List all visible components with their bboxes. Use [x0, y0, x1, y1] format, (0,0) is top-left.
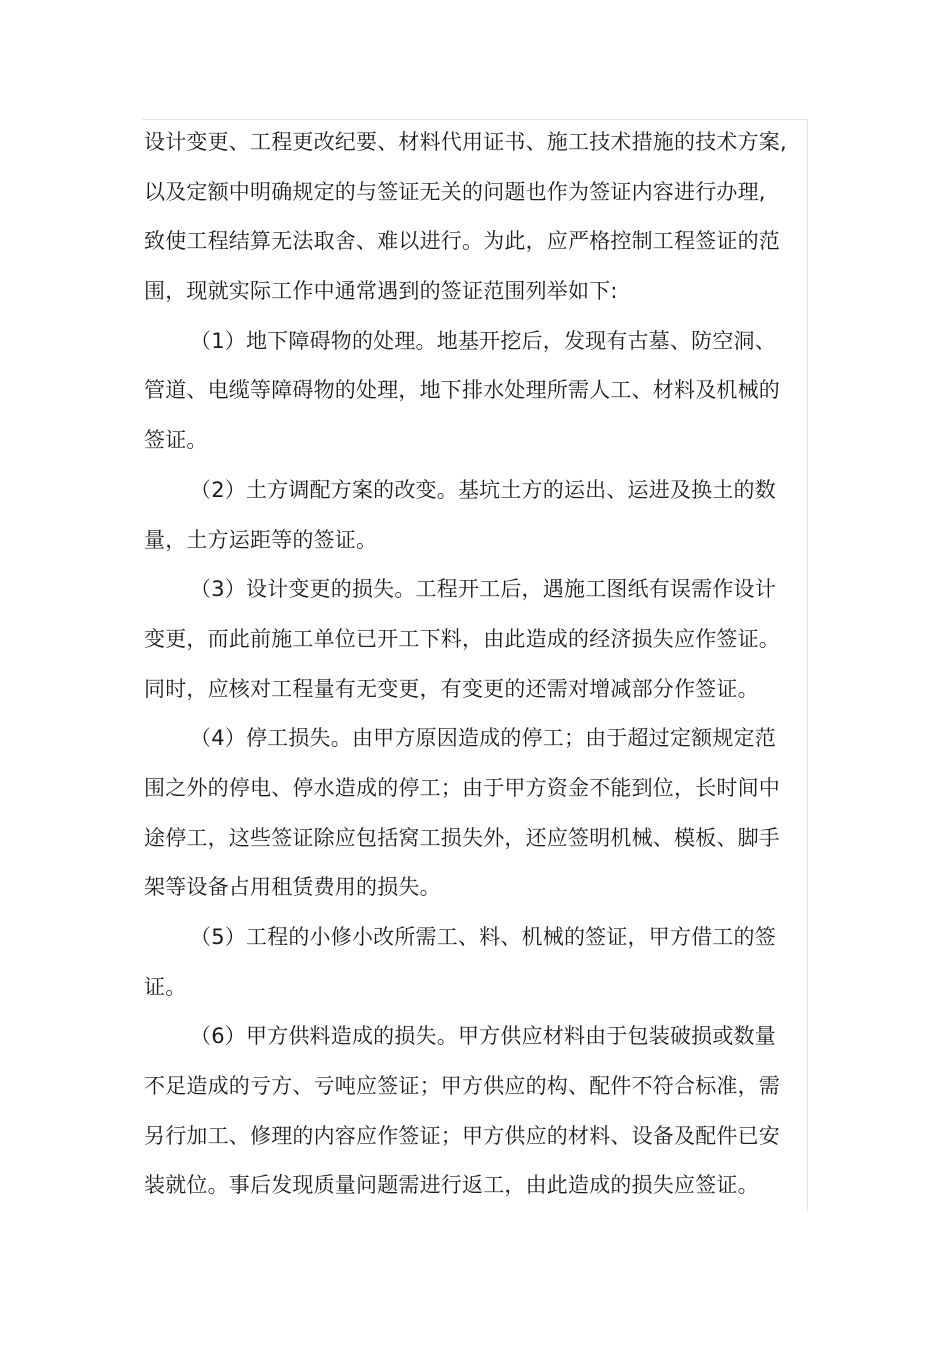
text-line: 装就位。事后发现质量问题需进行返工，由此造成的损失应签证。: [144, 1173, 759, 1198]
text-line: （6）甲方供料造成的损失。甲方供应材料由于包装破损或数量: [190, 1024, 776, 1049]
text-line: （1）地下障碍物的处理。地基开挖后，发现有古墓、防空洞、: [190, 328, 776, 353]
text-line: （2）土方调配方案的改变。基坑土方的运出、运进及换土的数: [190, 477, 776, 502]
text-line: 不足造成的亏方、亏吨应签证；甲方供应的构、配件不符合标准，需: [144, 1074, 780, 1099]
text-line: （3）设计变更的损失。工程开工后，遇施工图纸有误需作设计: [190, 577, 776, 602]
text-line: （5）工程的小修小改所需工、料、机械的签证，甲方借工的签: [190, 925, 776, 949]
text-line: 证。: [144, 974, 187, 999]
text-line: 签证。: [144, 428, 208, 453]
text-line: 管道、电缆等障碍物的处理，地下排水处理所需人工、材料及机械的: [144, 378, 780, 403]
text-line: 以及定额中明确规定的与签证无关的问题也作为签证内容进行办理,: [144, 179, 766, 204]
document-body: [144, 118, 787, 1211]
text-line: 变更，而此前施工单位已开工下料，由此造成的经济损失应作签证。: [144, 626, 780, 651]
text-line: 设计变更、工程更改纪要、材料代用证书、施工技术措施的技术方案,: [144, 130, 787, 154]
text-line: 架等设备占用租赁费用的损失。: [144, 875, 441, 900]
text-line: 围之外的停电、停水造成的停工；由于甲方资金不能到位，长时间中: [144, 775, 780, 800]
text-line: 另行加工、修理的内容应作签证；甲方供应的材料、设备及配件已安: [144, 1123, 780, 1148]
text-line: 途停工，这些签证除应包括窝工损失外，还应签明机械、模板、脚手: [144, 825, 780, 850]
text-line: 量，土方运距等的签证。: [144, 527, 378, 552]
text-line: 致使工程结算无法取舍、难以进行。为此，应严格控制工程签证的范: [144, 229, 780, 254]
text-line: 同时，应核对工程量有无变更，有变更的还需对增减部分作签证。: [144, 676, 759, 701]
text-line: 围，现就实际工作中通常遇到的签证范围列举如下:: [144, 279, 618, 304]
text-line: （4）停工损失。由甲方原因造成的停工；由于超过定额规定范: [190, 726, 776, 751]
